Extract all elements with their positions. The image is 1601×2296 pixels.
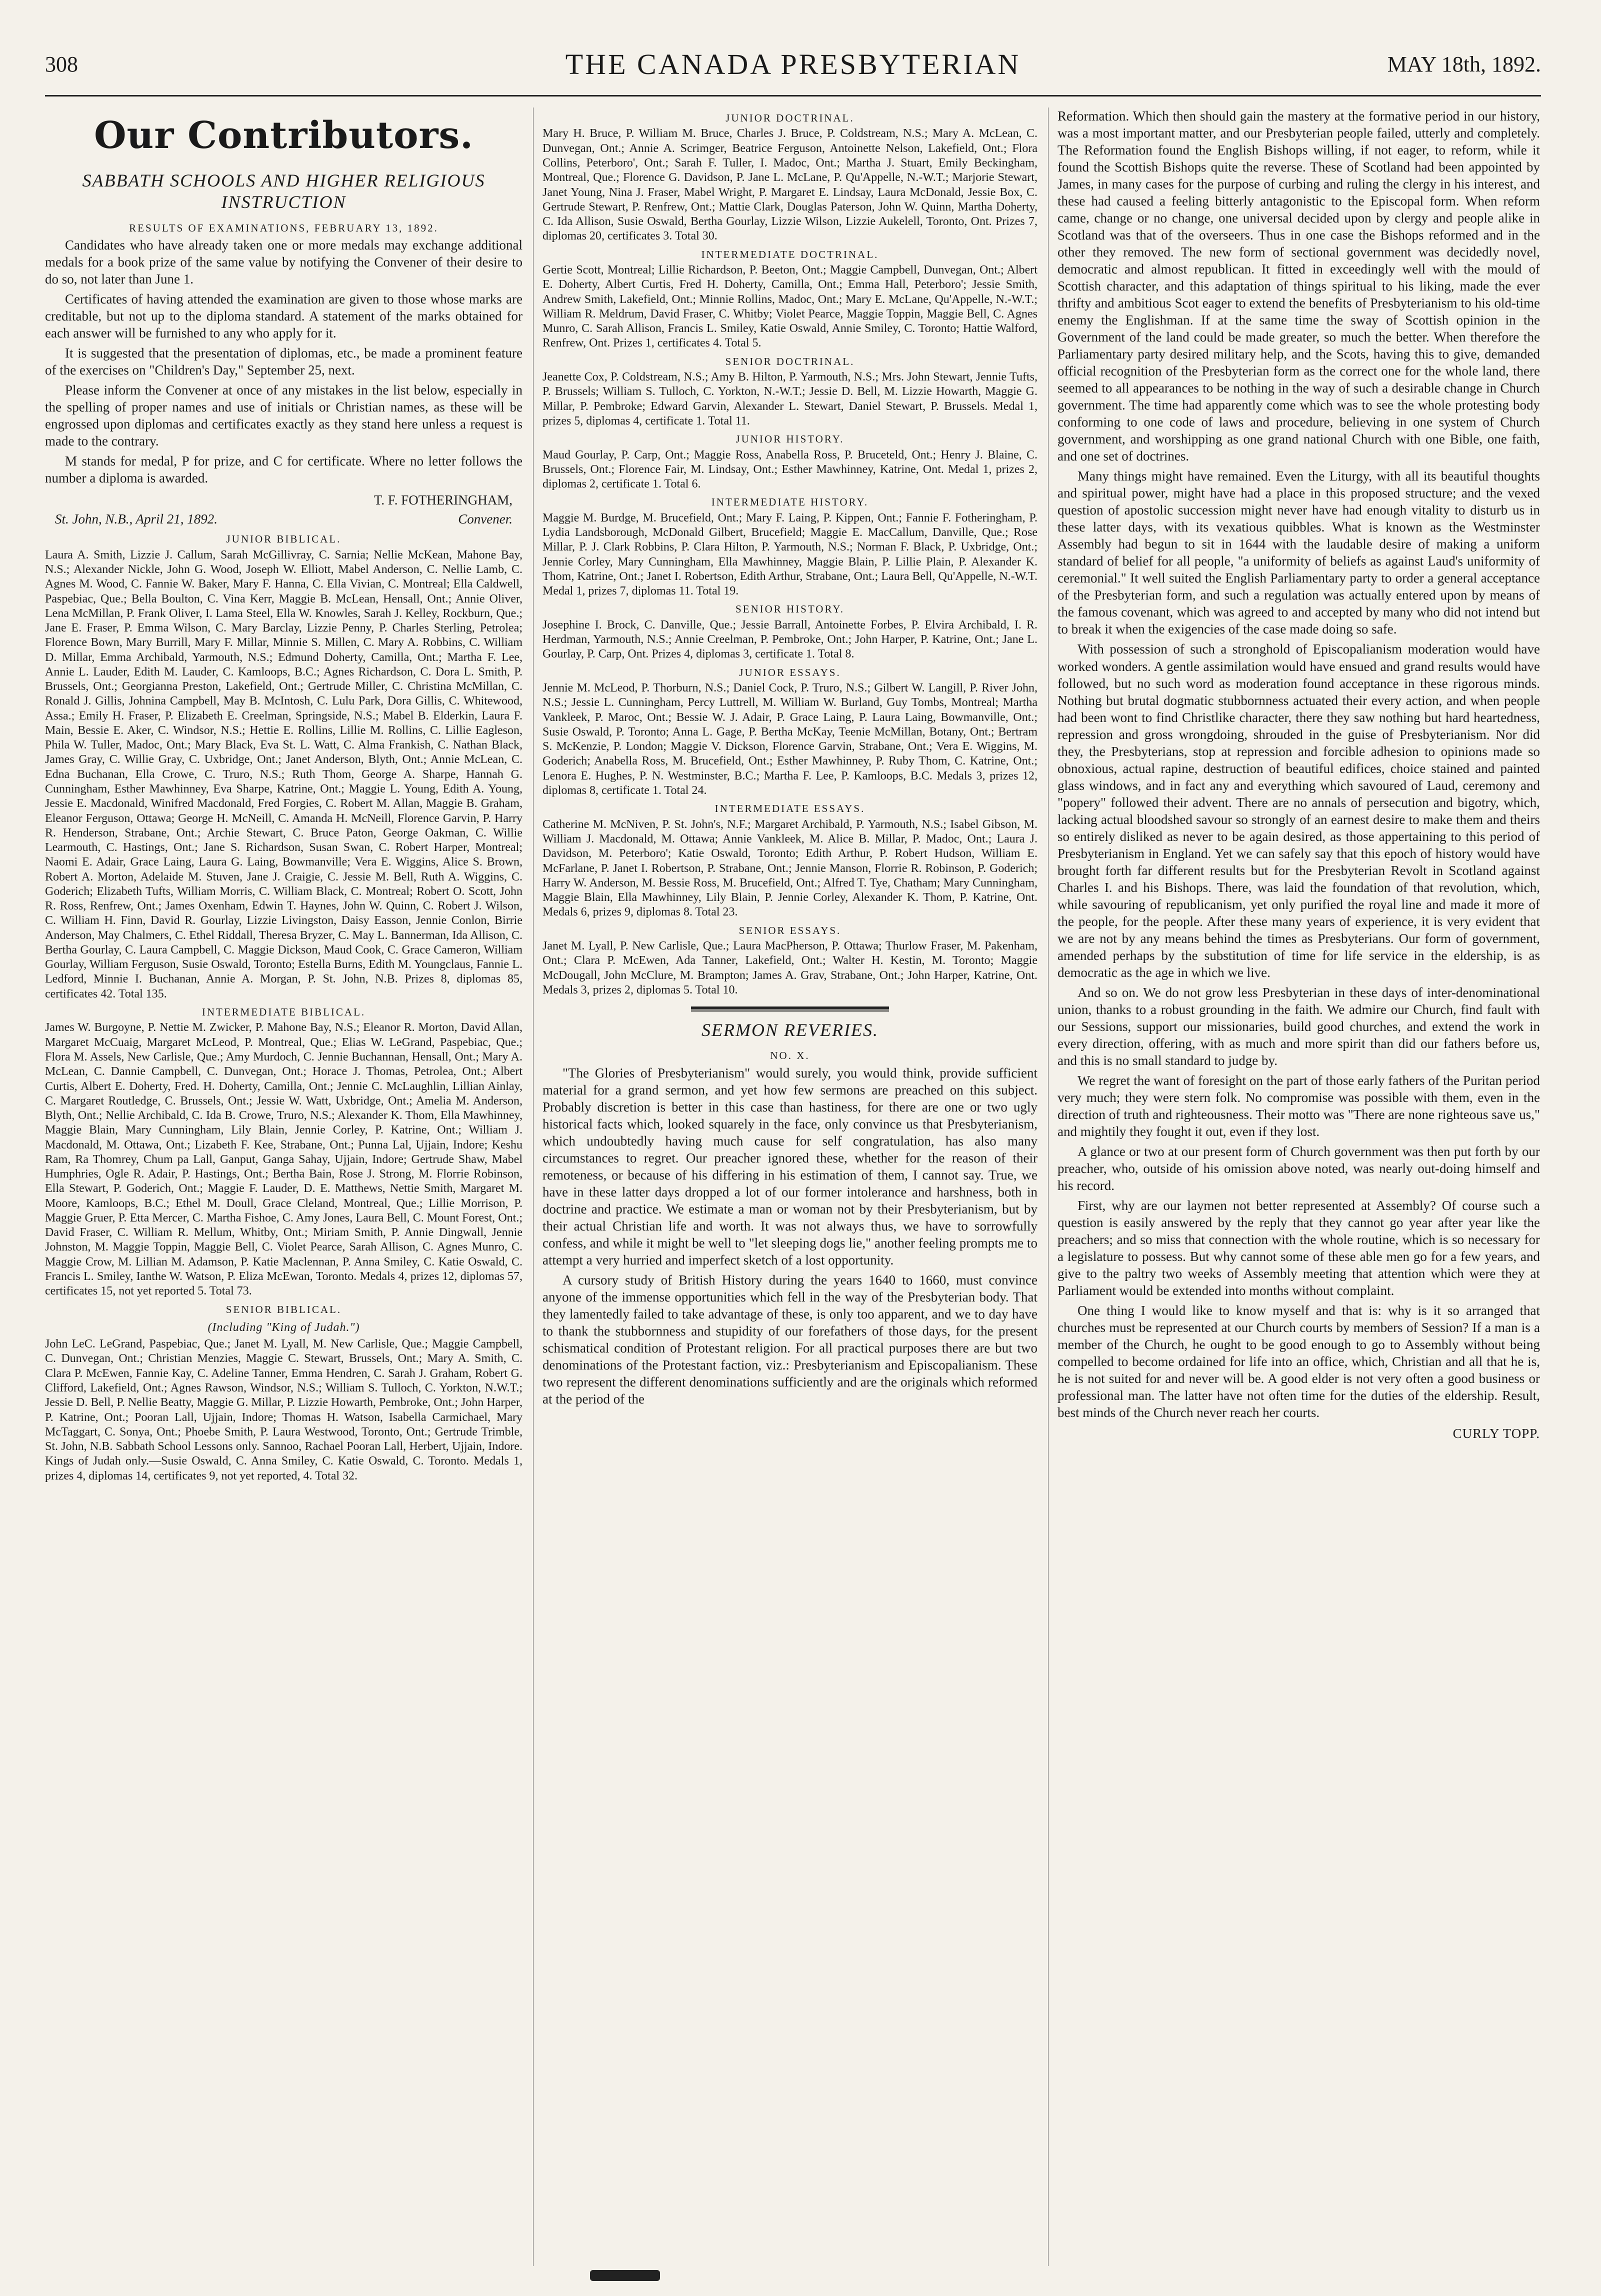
section-divider [691, 1010, 889, 1012]
result-list: Jeanette Cox, P. Coldstream, N.S.; Amy B. Hilton, P. Yarmouth, N.S.; Mrs. John Stewart, Jennie Tufts, P. Brussels; William S. Tulloch, C. Yorkton, N.-W.T.; Jessie D. Bell, M. Lizzie Howarth, Maggie G. Millar, P. Pembroke; Edward Garvin, Alexander L. Stewart, Daniel Stewart, P. Brussels. Medal 1, prizes 5, diplomas 4, certificate 1. Total 11. [542, 370, 1038, 428]
issue-date: MAY 18th, 1892. [1387, 52, 1541, 76]
paragraph: "The Glories of Presbyterianism" would surely, you would think, provide sufficient material for a grand sermon, and yet how few sermons are preached on this subject. Probably discretion is better in this case than hastiness, for there are one or two ugly historical facts which, looked squarely in the face, only convince us that Presbyterianism, which undoubtedly having much cause for self congratulation, has also many circumstances to regret. Our preacher ignored these, whether for the reason of their remoteness, or because of his differing in his estimation of them, I cannot say. True, we have in these latter days dropped a lot of our former intolerance and harshness, both in doctrine and practice. We estimate a man or woman not by their Presbyterianism, but by their actual Christian life and worth. It was not always thus, we have to sorrowfully confess, and while it might be well to "let sleeping dogs lie," another feeling prompts me to attempt a very hurried and imperfect sketch of a lost opportunity. [542, 1065, 1038, 1268]
page-number: 308 [45, 52, 78, 76]
paragraph: We regret the want of foresight on the part of those early fathers of the Puritan period very much; they were stern folk. No compromise was possible with them, even in the direction of truth and righteousness. Their motto was "There are none righteous save us," and mightily they fought it out, even if they lost. [1058, 1072, 1540, 1139]
newspaper-title: THE CANADA PRESBYTERIAN [565, 48, 1021, 80]
result-list: Mary H. Bruce, P. William M. Bruce, Charles J. Bruce, P. Coldstream, N.S.; Mary A. McLean, C. Dunvegan, Ont.; Annie A. Scrimger, Beatrice Ferguson, Antoinette Nelson, Lakefield, Ont.; Flora Collins, Peterboro', Ont.; Sarah F. Tuller, I. Madoc, Ont.; Martha J. Stuart, Emily Beckingham, Montreal, Que.; Florence G. Davidson, P. Jane L. McLane, P. Qu'Appelle, N.-W.T.; Marjorie Stewart, Janet Young, Nina J. Fraser, Mabel Wright, P. Margaret E. Lindsay, Laura McDonald, Jessie Box, C. Gertrude Stewart, P. Renfrew, Ont.; Mattie Clark, Douglas Paterson, John W. Quinn, Martha Doherty, C. Ida Allison, Susie Oswald, Bertha Gourlay, Lizzie Wilson, Lizzie Aukelell, Toronto, Ont. Prizes 7, diplomas 20, certificates 3. Total 30. [542, 127, 1038, 243]
article-number: NO. X. [770, 1050, 810, 1062]
paragraph: M stands for medal, P for prize, and C for certificate. Where no letter follows the number a diploma is awarded. [45, 454, 522, 486]
list-heading: SENIOR DOCTRINAL. [725, 355, 855, 368]
paragraph: A cursory study of British History during the years 1640 to 1660, must convince anyone of the immense opportunities which fell in the way of the Presbyterian body. That they lamentedly failed to take advantage of these, is only too apparent, and we to day have to thank the stubbornness and stupidity of our forefathers of those days, for the present schismatical condition of Protestant religion. For all practical purposes there are but two denominations of the Protestant faction, viz.: Presbyterianism and Episcopalianism. These two represent the different denominations sufficiently and are the originals which reformed at the period of the [542, 1272, 1038, 1407]
list-subheading: (Including "King of Judah.") [208, 1320, 360, 1334]
list-heading: JUNIOR DOCTRINAL. [726, 112, 854, 124]
list-heading: INTERMEDIATE HISTORY. [711, 496, 869, 508]
result-list: Maggie M. Burdge, M. Brucefield, Ont.; Mary F. Laing, P. Kippen, Ont.; Fannie F. Fotheringham, P. Lydia Landsborough, McDonald Gilbert, Brucefield; Maggie E. MacCallum, Danville, Que.; Rose Millar, P. J. Clark Robbins, P. Clara Hilton, P. Yarmouth, N.S.; Norman F. Black, P. Uxbridge, Ont.; Jennie Corley, Mary Cunningham, Ella Mawhinney, Maggie Blain, P. Lillie Plain, P. Alexander K. Thom, Katrine, Ont.; Janet I. Robertson, Edith Arthur, Strabane, Ont.; Laura Bell, Qu'Appelle, N.-W.T. Medal 1, prizes 7, diplomas 11. Total 19. [542, 511, 1038, 598]
paragraph: With possession of such a stronghold of Episcopalianism moderation would have worked wonders. A gentle assimilation would have ensued and grand results would have followed, but no such word as moderation found acceptance in these rigorous minds. Nothing but brutal dogmatic stubbornness actuated their every action, and when people had been wont to find Christlike character, there they saw nothing but hard heartedness, repression and gross wrongdoing, shrouded in the guise of Presbyterianism. Nor did they, the Presbyterians, stop at repression and forcible adhesion to opinions made so obnoxious, actual rapine, destruction of beautiful edifices, choice stained and painted glass windows, and in fact any and everything which savoured of Laud, ceremony and "popery" followed their advent. There are no annals of persecution and bigotry, which, lacking actual bloodshed savour so strongly of an earnest desire to make them and theirs so entirely disliked as never to be again desired, as those appertaining to this period of Presbyterianism in England. Yet we can safely say that this epoch of history would have brought forth far different results but for the Presbyterian Revolt in Scotland against Charles I. and his Bishops. There, was laid the foundation of that revolution, which, while savouring of republicanism, yet only purified the royal line and made it more of the people, for the people. After these many years of experience, it is very evident that we are not by any means behind the times as Presbyterians. Our form of government, amended perhaps by the substitution of time for life service in the eldership, is as democratic as the age in which we live. [1058, 642, 1540, 980]
list-heading: SENIOR ESSAYS. [738, 924, 842, 936]
section-divider [691, 1006, 889, 1010]
paragraph: Please inform the Convener at once of any mistakes in the list below, especially in the spelling of proper names and use of initials or Christian names, as these will be engrossed upon diplomas and certificates exactly as they stand here unless a request is made to the contrary. [45, 382, 522, 449]
signature-line [45, 510, 522, 528]
column-1 [45, 108, 522, 2266]
list-heading: JUNIOR HISTORY. [736, 433, 844, 446]
result-list: Josephine I. Brock, C. Danville, Que.; Jessie Barrall, Antoinette Forbes, P. Elvira Archibald, I. R. Herdman, Yarmouth, N.S.; Annie Creelman, P. Pembroke, Ont.; John Harper, P. Katrine, Ont.; Jane L. Gourlay, P. Carp, Ont. Prizes 4, diplomas 3, certificate 1. Total 8. [542, 618, 1038, 661]
result-list: Catherine M. McNiven, P. St. John's, N.F.; Margaret Archibald, P. Yarmouth, N.S.; Isabel Gibson, M. William J. Macdonald, M. Ottawa; Annie Vankleek, M. Alice B. Millar, P. Madoc, Ont.; Laura J. Davidson, M. Peterboro'; Katie Oswald, Toronto; Edith Arthur, P. Robert Hudson, William E. McFarlane, P. Janet I. Robertson, P. Strabane, Ont.; Jennie Manson, Florrie R. Robinson, P. Goderich; Harry W. Anderson, M. Bessie Ross, M. Brucefield, Ont.; Alfred T. Tye, Chatham; Mary Cunningham, Maggie Blain, Ella Mawhinney, Lily Blain, P. Jennie Corley, Alexander K. Thom, P. Katrine, Ont. Medals 6, prizes 9, diplomas 8. Total 23. [542, 818, 1038, 919]
article-title: SABBATH SCHOOLS AND HIGHER RELIGIOUS INSTRUCTION [82, 170, 486, 212]
paragraph: It is suggested that the presentation of diplomas, etc., be made a prominent feature of the exercises on "Children's Day," September 25, next. [45, 346, 522, 378]
paragraph: A glance or two at our present form of Church government was then put forth by our preacher, who, outside of his omission above noted, was nearly out-doing himself and his record. [1058, 1144, 1540, 1193]
result-list: James W. Burgoyne, P. Nettie M. Zwicker, P. Mahone Bay, N.S.; Eleanor R. Morton, David Allan, Margaret McCuaig, Margaret McLeod, P. Montreal, Que.; Elias W. LeGrand, Paspebiac, Que.; Flora M. Assels, New Carlisle, Que.; Amy Murdoch, C. Jennie Buchannan, Hensall, Ont.; Mary A. McLean, C. Dannie Campbell, C. Dunvegan, Ont.; Horace J. Thomas, Petrolea, Ont.; Albert Curtis, Albert E. Doherty, Fred. H. Doherty, Camilla, Ont.; Jennie C. McLaughlin, Lillian Ainlay, C. Margaret Routledge, C. Brussels, Ont.; Jessie W. Watt, Uxbridge, Ont.; Amelia M. Anderson, Blyth, Ont.; Nellie Archibald, C. Ida B. Crowe, Truro, N.S.; Alexander K. Thom, Ella Mawhinney, Maggie Blain, Mary Cunningham, Lily Blain, Jennie Corley, P. Katrine, Ont.; William J. Macdonald, M. Ottawa, Ont.; Lizabeth F. Kee, Strabane, Ont.; Punna Lal, Ujjain, Indore; Keshu Ram, Ra Thomrey, Chum pa Lall, Ganput, Ganga Sahay, Ujjain, Indore; Gertrude Shaw, Mabel Humphries, Ogle R. Adair, P. Hastings, Ont.; Bertha Bain, Rose J. Strong, M. Florrie Robinson, Ella Stewart, P. Goderich, Ont.; Maggie F. Lauder, D. E. Matthews, Nettie Smith, Margaret M. Moore, Kamloops, B.C.; Ethel M. Doull, Grace Cleland, Montreal, Que.; Lillie Morrison, P. Maggie Gruer, P. Etta Mercer, C. Martha Fishoe, C. Amy Jones, Laura Bell, C. Mount Forest, Ont.; David Fraser, C. William R. Mellum, Whitby, Ont.; Miriam Smith, P. Annie Dingwall, Jennie Johnston, M. Maggie Toppin, Maggie Bell, C. Violet Pearce, Sarah Allison, C. Agnes Munro, C. Maggie Crow, M. Lillian M. Adamson, P. Katie Maclennan, P. Anna Smiley, C. Katie Oswald, C. Francis L. Smiley, Ianthe W. Watson, P. Eliza McEwan, Toronto. Medals 4, prizes 12, diplomas 57, certificates 15, not yet reported 5. Total 73. [45, 1021, 522, 1298]
list-heading: INTERMEDIATE BIBLICAL. [202, 1006, 366, 1018]
paragraph: One thing I would like to know myself and that is: why is it so arranged that churches must be represented at our Church courts by members of Session? If a man is a member of the Church, he ought to be good enough to go to Assembly without being compelled to become ordained for life into an office, which, Christian and all that he is, he is not suited for and never will be. A good elder is not very often a good business or professional man. The latter have not often time for the duties of the eldership. Result, best minds of the Church never reach her courts. [1058, 1303, 1540, 1420]
result-list: Maud Gourlay, P. Carp, Ont.; Maggie Ross, Anabella Ross, P. Bruceteld, Ont.; Henry J. Blaine, C. Brussels, Ont.; Florence Fair, M. Lindsay, Ont.; Esther Mawhinney, Katrine, Ont. Medal 1, prizes 2, diplomas 2, certificate 1. Total 6. [542, 448, 1038, 491]
list-heading: INTERMEDIATE ESSAYS. [714, 802, 866, 815]
paragraph: Certificates of having attended the examination are given to those whose marks are creditable, but not up to the diploma standard. A statement of the marks obtained for each answer will be furnished to any who apply for it. [45, 292, 522, 341]
result-list: John LeC. LeGrand, Paspebiac, Que.; Janet M. Lyall, M. New Carlisle, Que.; Maggie Campbell, C. Dunvegan, Ont.; Christian Menzies, Maggie C. Stewart, Brussels, Ont.; Mary A. Smith, C. Clara P. McEwen, Fannie Kay, C. Adeline Tanner, Emma Hendren, C. Sarah J. Graham, Robert G. Clifford, Lakefield, Ont.; Agnes Rawson, Windsor, N.S.; William S. Tulloch, C. Yorkton, N.W.T.; Jessie D. Bell, P. Nellie Beatty, Maggie G. Millar, P. Lizzie Howarth, Pembroke, Ont.; John Harper, P. Katrine, Ont.; Pooran Lall, Ujjain, Indore; Thomas H. Watson, Isabella Carmichael, Mary McTaggart, C. Sonya, Ont.; Phoebe Smith, P. Laura Westwood, Toronto, Ont.; Gertrude Trimble, St. John, N.B. Sabbath School Lessons only. Sannoo, Rachael Pooran Lall, Herbert, Ujjain, Indore. Kings of Judah only.—Susie Oswald, C. Anna Smiley, C. Katie Oswald, C. Toronto. Medals 1, prizes 4, diplomas 14, certificates 9, not yet reported, 4. Total 32. [45, 1338, 522, 1482]
signature-role: Convener. [458, 512, 512, 527]
section-title: Our Contributors. [94, 114, 474, 157]
list-heading: INTERMEDIATE DOCTRINAL. [701, 248, 879, 260]
signer-name: T. F. FOTHERINGHAM, [374, 492, 512, 508]
column-2 [542, 108, 1038, 2266]
paragraph: Reformation. Which then should gain the mastery at the formative period in our history, was a most important matter, and our Presbyterian people failed, utterly and completely. The Reformation found the English Bishops willing, if not eager, to reform, while it found the Scottish Bishops quite the reverse. These of Scotland had been appointed by James, in many cases for the purpose of curbing and ruling the clergy in his interest, and these had caused a feeling bitterly antagonistic to the Episcopal form. When reform came, change or no change, one universal decided upon by clergy and people alike in Scotland was that of the overseers. Thus in one case the Bishops reformed and in the other they removed. The new form of sectional government was decidedly novel, democratic and almost republican. It fitted in exceedingly well with the mould of Scottish character, and this adaptation of things spiritual to his liking, made the ever thrifty and ambitious Scot eager to extend the benefits of Presbyterianism to his old-time enemy the Englishman. If at the same time the sway of Scottish opinion in the Government of the land could be made greater, so much the better. When therefore the Parliamentary party desired military help, and the Scots, having this to give, demanded official recognition of the Presbyterian form as the correct one for the whole land, there seemed to all appearances to be nothing in the way of such a desirable change in Church government. The time had apparently come which was to see the whole protesting body conforming to one code of laws and procedure, believing in one system of Church government, and worshipping as one grand national Church with one Bible, one faith, and one set of doctrines. [1058, 108, 1540, 464]
article-title: SERMON REVERIES. [702, 1020, 878, 1040]
paragraph: Candidates who have already taken one or more medals may exchange additional medals for a book prize of the same value by notifying the Convener of their desire to do so, not later than June 1. [45, 238, 522, 287]
column-3 [1058, 108, 1540, 2266]
result-list: Janet M. Lyall, P. New Carlisle, Que.; Laura MacPherson, P. Ottawa; Thurlow Fraser, M. Pakenham, Ont.; Clara P. McEwen, Ada Tanner, Lakefield, Ont.; Walter H. Kestin, M. Toronto; Maggie McDougall, John McClure, M. Brampton; James A. Grav, Strabane, Ont.; John Harper, Katrine, Ont. Medals 3, prizes 2, diplomas 5. Total 10. [542, 940, 1038, 996]
column-divider [533, 108, 534, 2266]
list-heading: JUNIOR ESSAYS. [739, 666, 841, 678]
author-signature: CURLY TOPP. [1452, 1426, 1540, 1442]
page-header [45, 48, 1541, 82]
paragraph: Many things might have remained. Even the Liturgy, with all its beautiful thoughts and spiritual power, might have had a place in this proposed structure; and the vexed question of apostolic succession might never have had enough vitality to disturb us in these latter days, with its vexatious quibbles. What is known as the Westminster Assembly had begun to sit in 1644 with the laudable desire of making a uniform standard of belief for all people, "a uniformity of beliefs as against Laud's uniformity of ceremonial." It well suited the English Parliamentary party to order a general acceptance of the Presbyterian form, and such a regulation was actually entered upon by means of the famous covenant, which was agreed to and accepted by many who did not intend but to break it when the exigencies of the case made doing so safe. [1058, 468, 1540, 637]
paragraph: And so on. We do not grow less Presbyterian in these days of inter-denominational union, thanks to a robust grounding in the faith. We admire our Church, find fault with our Sessions, support our missionaries, build good churches, and extend the work in every direction, offering, with as much and more spirit than did our fathers before us, and this is no small standard to judge by. [1058, 984, 1540, 1068]
result-list: Gertie Scott, Montreal; Lillie Richardson, P. Beeton, Ont.; Maggie Campbell, Dunvegan, Ont.; Albert E. Doherty, Albert Curtis, Fred H. Doherty, Camilla, Ont.; Emma Hall, Peterboro'; Jessie Smith, Andrew Smith, Lakefield, Ont.; Minnie Rollins, Madoc, Ont.; Mary E. McLane, Qu'Appelle, N.-W.T.; William R. Meldrum, David Fraser, C. Whitby; Violet Pearce, Maggie Toppin, Maggie Bell, C. Agnes Munro, C. Sarah Allison, Francis L. Smiley, Katie Oswald, Annie Smiley, C. Toronto; Hattie Walford, Renfrew, Ont. Prizes 1, certificates 4. Total 5. [542, 264, 1038, 350]
list-heading: SENIOR HISTORY. [735, 603, 845, 616]
signature-place: St. John, N.B., April 21, 1892. [55, 512, 218, 527]
list-heading: SENIOR BIBLICAL. [226, 1303, 342, 1316]
paragraph: First, why are our laymen not better represented at Assembly? Of course such a question is easily answered by the reply that they cannot go year after year like the preachers; and so miss that connection with the whole routine, which is so necessary for a legislature to possess. But why cannot some of these able men go for a few years, and give to the paltry two weeks of Assembly meeting that attention which were they at Parliament would be extended into months without complaint. [1058, 1198, 1540, 1298]
result-list: Laura A. Smith, Lizzie J. Callum, Sarah McGillivray, C. Sarnia; Nellie McKean, Mahone Bay, N.S.; Alexander Nickle, John G. Wood, Joseph W. Elliott, Mabel Anderson, C. Nellie Lamb, C. Agnes M. Wood, C. Fannie W. Baker, Mary F. Hanna, C. Ella Vivian, C. Montreal; Ella Caldwell, Paspebiac, Que.; Bella Boulton, C. Vina Kerr, Maggie B. McLean, Hensall, Ont.; Annie Oliver, Lena McMillan, P. Frank Oliver, I. Lama Steel, Ella W. Knowles, Sarah J. Kelley, Rockburn, Que.; Jane E. Fraser, P. Emma Wilson, C. Mary Barclay, Lizzie Penny, P. Charles Sterling, Petrolea; Florence Bown, Mary Burrill, Mary F. Millar, Minnie S. Millen, C. Mary A. Robbins, C. William D. Millar, Emma Archibald, Yarmouth, N.S.; Edmund Doherty, Camilla, Ont.; Martha F. Lee, Annie L. Lauder, Edith M. Lauder, C. Kamloops, B.C.; Agnes Richardson, C. Dora L. Smith, P. Brussels, Ont.; Georgianna Preston, Lakefield, Ont.; Gertrude Miller, C. Christina McMillan, C. Ronald J. Gillis, Johnina Campbell, May B. McIntosh, C. Lulu Park, Dora Gillis, C. Whitewood, Assa.; Emily H. Fraser, P. Elizabeth E. Creelman, Springside, N.S.; Mabel B. Elderkin, Laura F. Main, Bessie E. Aker, C. Windsor, N.S.; Hettie E. Rollins, Lillie M. Rollins, C. Lillie Eagleson, Phila W. Tuller, Madoc, Ont.; Mary Black, Eva St. L. Watt, C. Alma Frankish, C. Nathan Black, James Gray, C. Willie Gray, C. Uxbridge, Ont.; Janet Anderson, Blyth, Ont.; Annie McLean, C. Edna Buchanan, Ella Crowe, C. Truro, N.S.; Ruth Thom, George A. Sharpe, Hannah G. Cunningham, Esther Mawhinney, Eva Sharpe, Katrine, Ont.; Maggie L. Young, Edith A. Young, Jessie E. Macdonald, Winifred Macdonald, Fred Forgies, C. Robert M. Allan, Maggie B. Graham, Eleanor Ferguson, Ottawa; George H. McNeill, C. Amanda H. McNeill, Florence Garvin, P. Harry R. Henderson, Strabane, Ont.; Archie Stewart, C. Bruce Paton, George Oakman, C. Willie Learmouth, C. Hastings, Ont.; Jane S. Richardson, Susan Swan, C. Robert Harper, Montreal; Naomi E. Adair, Grace Laing, Laura G. Laing, Bowmanville; Vera E. Wiggins, Alice S. Brown, Robert A. Morton, Adelaide M. Stuven, Jane J. Craigie, C. Jessie M. Bell, Ruth A. Wiggins, C. Goderich; Elizabeth Tufts, William Morris, C. William Black, C. Montreal; Robert O. Scott, John R. Ross, Renfrew, Ont.; James Oxenham, Edwin T. Haynes, John W. Quinn, C. Robert J. Wilson, C. William H. Finn, David R. Gourlay, Lizzie Livingston, Daisy Easson, Jennie Conlon, Birrie Anderson, May Chalmers, C. Ethel Riddall, Theresa Bryzer, C. May L. Bannerman, Ida Allison, C. Bertha Gourlay, C. Laura Campbell, C. Maggie Dickson, Maud Cook, C. Grace Cameron, William Gourlay, William Ferguson, Susie Oswald, Toronto; Estella Burns, Edith M. Youngclaus, Fannie L. Ledford, Minnie I. Buchanan, Annie A. Morgan, P. St. John, N.B. Prizes 8, diplomas 85, certificates 42. Total 135. [45, 548, 522, 1000]
list-heading: JUNIOR BIBLICAL. [226, 533, 342, 546]
results-line: RESULTS OF EXAMINATIONS, FEBRUARY 13, 1892. [129, 222, 438, 234]
result-list: Jennie M. McLeod, P. Thorburn, N.S.; Daniel Cock, P. Truro, N.S.; Gilbert W. Langill, P. River John, N.S.; Jessie L. Cunningham, Percy Luttrell, M. William W. Burland, Guy Tombs, Montreal; Martha Vankleek, P. Maroc, Ont.; Bessie W. J. Adair, P. Grace Laing, P. Laura Laing, Bowmanville, Ont.; Susie Oswald, P. Toronto; Anna L. Gage, P. Bertha McKay, Teenie McMillan, Botany, Ont.; Bertram S. McKenzie, P. London; Maggie V. Dickson, Florence Garvin, Strabane, Ont.; Vera E. Wiggins, M. Goderich; Anabella Ross, M. Brucefield, Ont.; Esther Mawhinney, P. Ruby Thom, C. Katrine, Ont.; Lenora E. Hughes, P. N. Westminster, B.C.; Martha F. Lee, P. Kamloops, B.C. Medals 3, prizes 12, diplomas 8, certificate 1. Total 24. [542, 682, 1038, 797]
print-smudge [590, 2270, 660, 2281]
header-rule [45, 95, 1541, 96]
